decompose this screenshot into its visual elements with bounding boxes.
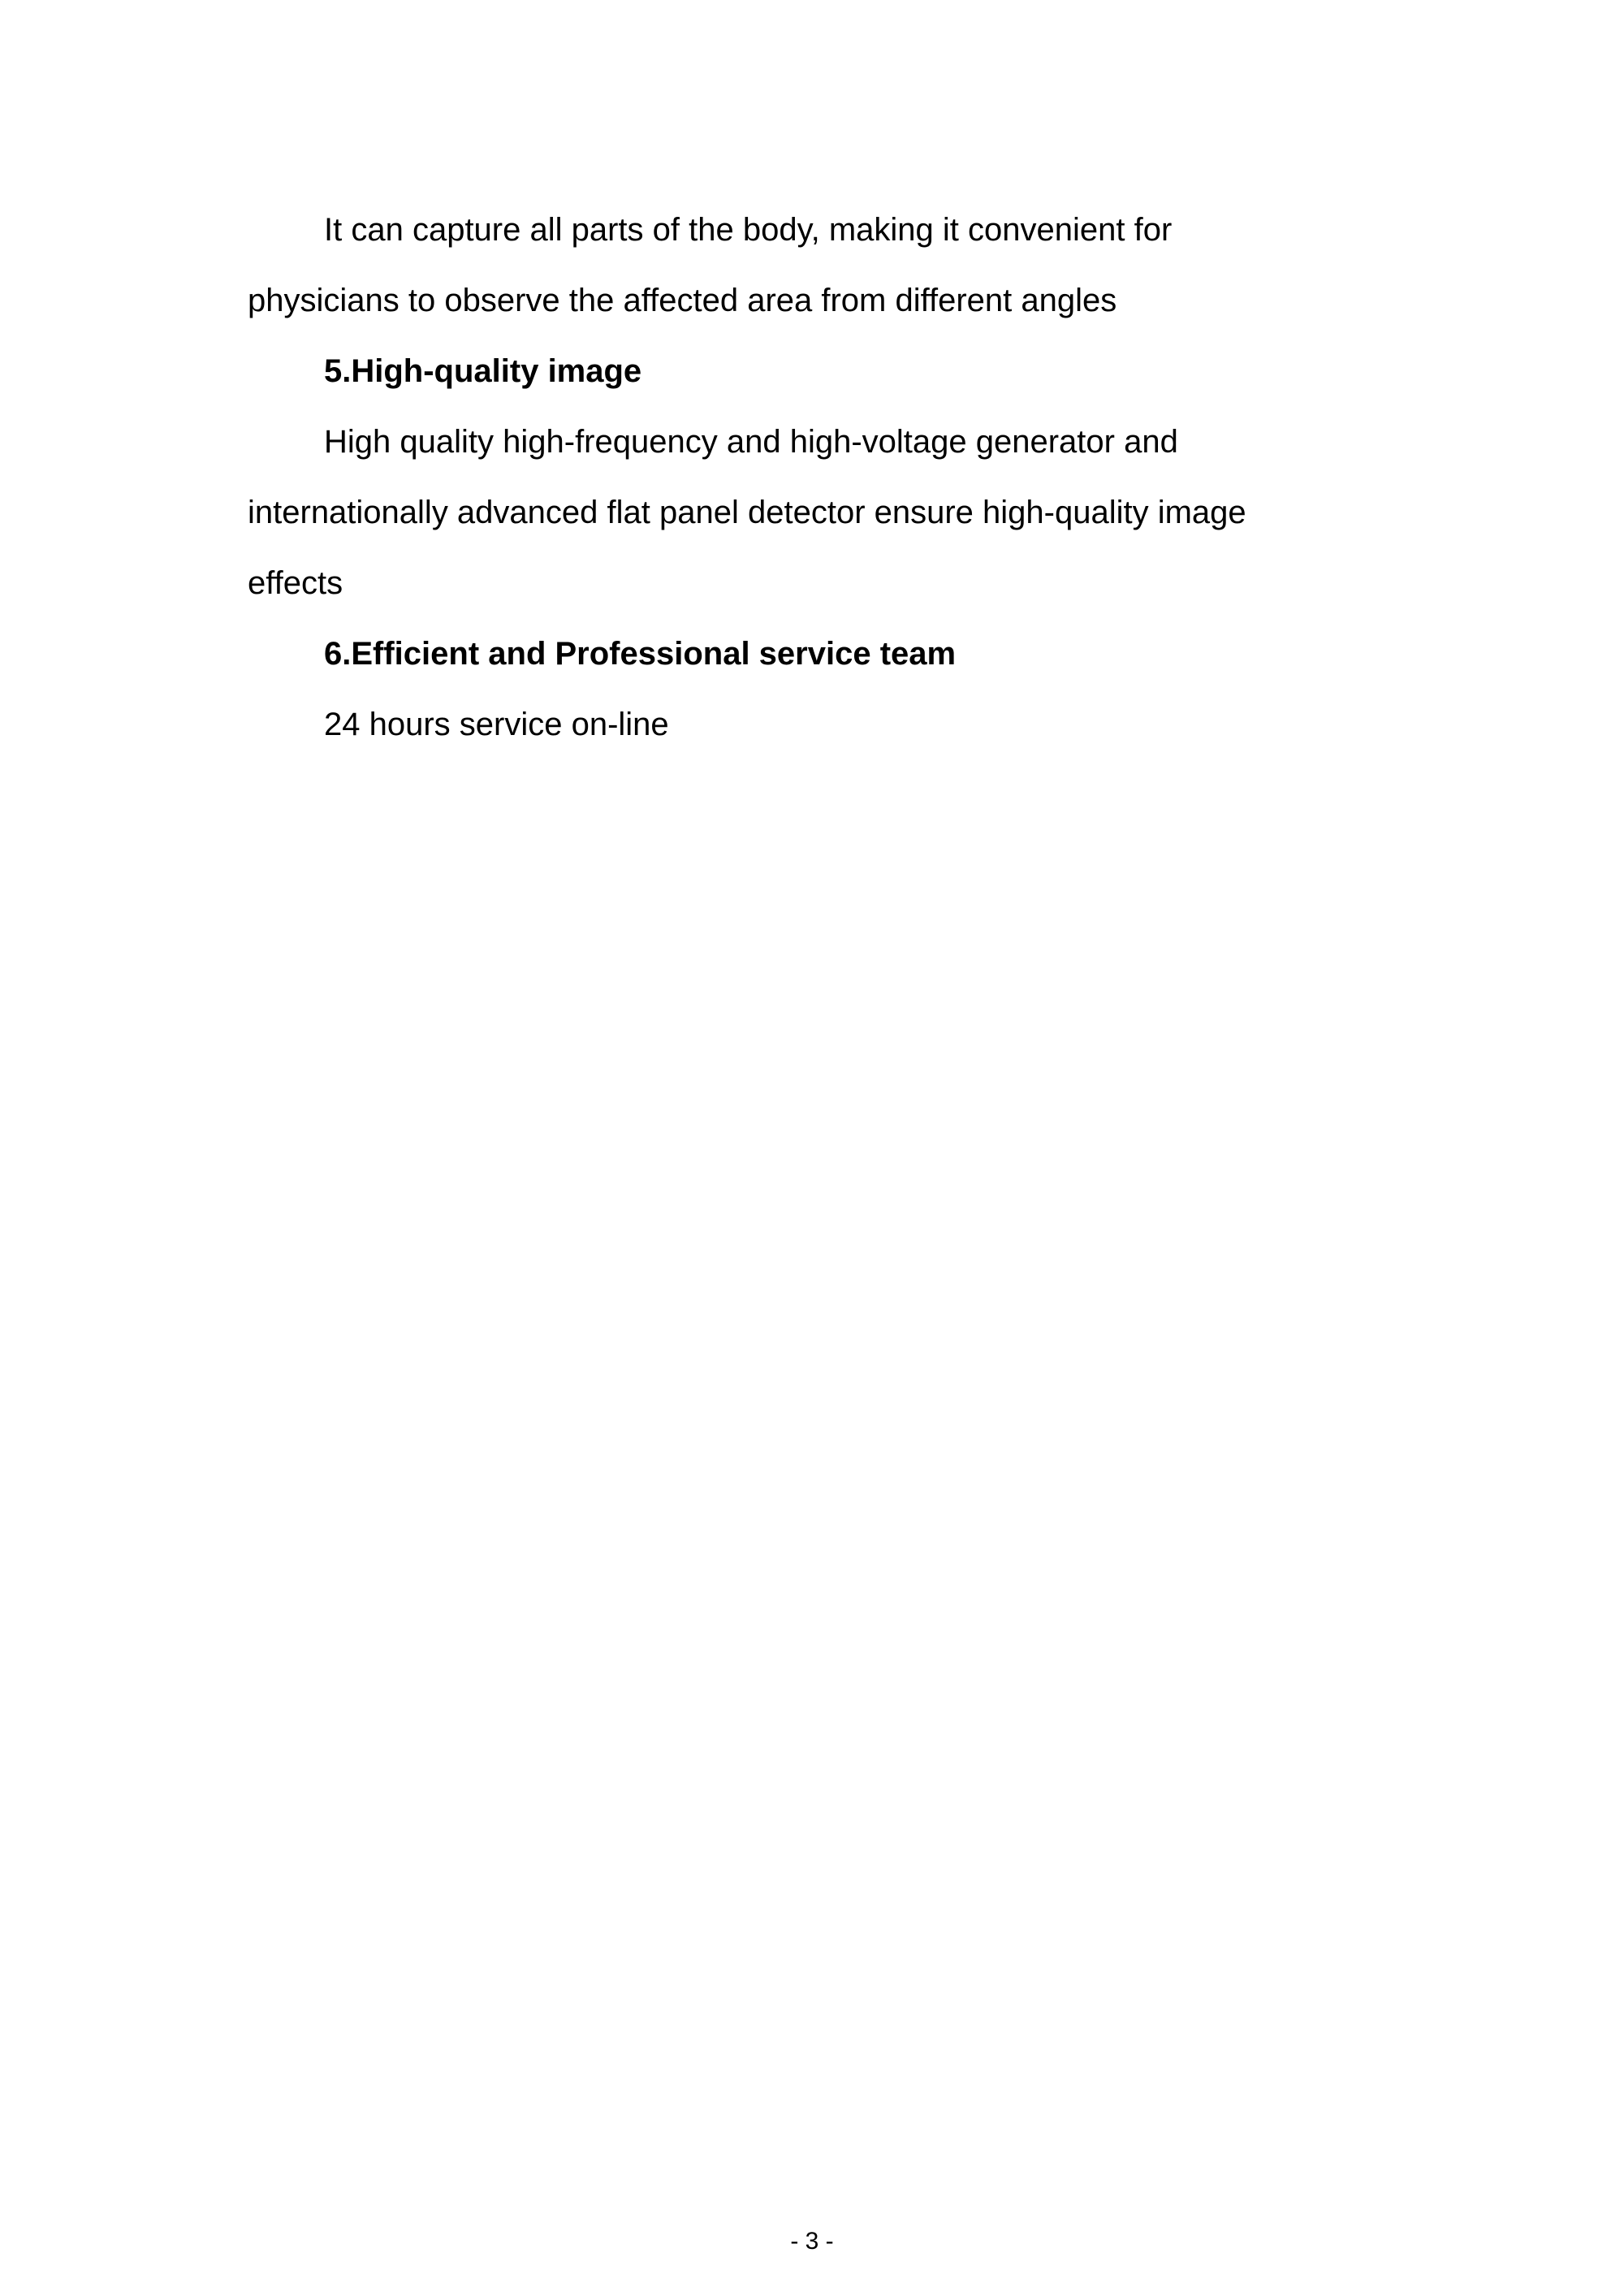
page-number: - 3 - bbox=[790, 2228, 834, 2255]
page-content bbox=[248, 195, 1401, 760]
section-heading-high-quality-image: 5.High-quality image bbox=[324, 353, 642, 389]
paragraph-line: effects bbox=[248, 565, 343, 601]
paragraph-line: High quality high-frequency and high-voltage generator and bbox=[324, 424, 1178, 460]
paragraph-line: physicians to observe the affected area from different angles bbox=[248, 283, 1117, 318]
paragraph-line: It can capture all parts of the body, making it convenient for bbox=[324, 212, 1173, 248]
paragraph-line: internationally advanced flat panel detector ensure high-quality image bbox=[248, 495, 1246, 530]
section-heading-service-team: 6.Efficient and Professional service team bbox=[324, 636, 957, 672]
paragraph-line: 24 hours service on-line bbox=[324, 707, 669, 742]
